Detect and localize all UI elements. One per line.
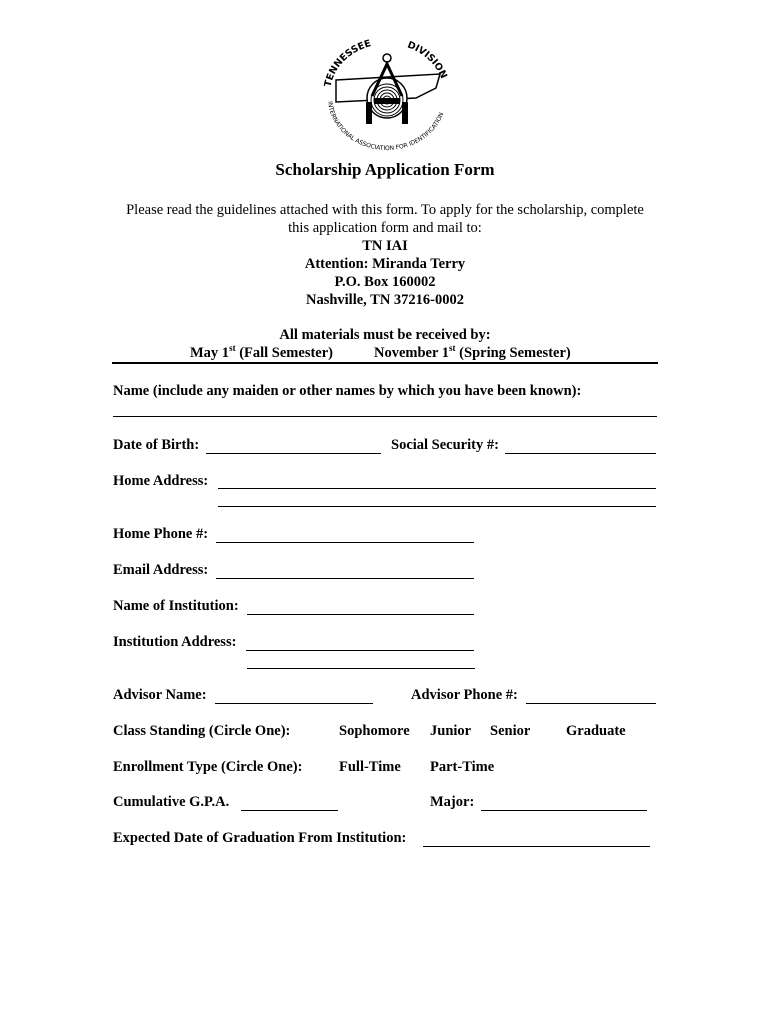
gpa-label: Cumulative G.P.A. [113, 794, 230, 810]
enrollment-option-full-time[interactable]: Full-Time [339, 759, 401, 775]
home-phone-label: Home Phone #: [113, 526, 209, 542]
name-label: Name (include any maiden or other names by which you have been known): [113, 383, 582, 399]
header-divider [112, 362, 658, 364]
class-option-sophomore[interactable]: Sophomore [339, 723, 410, 739]
class-standing-label: Class Standing (Circle One): [113, 723, 291, 739]
gpa-field[interactable] [241, 810, 338, 811]
class-option-graduate[interactable]: Graduate [566, 723, 626, 739]
address-po-box: P.O. Box 160002 [334, 274, 436, 290]
institution-address-field-1[interactable] [246, 650, 474, 651]
class-option-junior[interactable]: Junior [430, 723, 472, 739]
deadline-fall: May 1st (Fall Semester) [190, 343, 333, 361]
intro-line-2: this application form and mail to: [288, 220, 482, 236]
deadline-spring: November 1st (Spring Semester) [374, 343, 571, 361]
deadline-heading: All materials must be received by: [279, 327, 491, 343]
major-field[interactable] [481, 810, 647, 811]
form-title: Scholarship Application Form [275, 160, 495, 179]
address-attention: Attention: Miranda Terry [304, 256, 466, 272]
logo-bottom-text: INTERNATIONAL ASSOCIATION FOR IDENTIFICATION [326, 100, 446, 152]
intro-line-1: Please read the guidelines attached with this form. To apply for the scholarship, complete [126, 202, 644, 218]
logo-top-text: TENNESSEE [322, 38, 373, 88]
advisor-phone-field[interactable] [526, 703, 656, 704]
tn-iai-logo [312, 36, 462, 154]
advisor-name-field[interactable] [215, 703, 373, 704]
class-option-senior[interactable]: Senior [490, 723, 531, 739]
graduation-label: Expected Date of Graduation From Institution: [113, 830, 407, 846]
institution-address-field-2[interactable] [247, 668, 475, 669]
enrollment-type-label: Enrollment Type (Circle One): [113, 759, 303, 775]
logo-top-right-text: DIVISION [405, 39, 449, 81]
name-field[interactable] [113, 416, 657, 417]
enrollment-option-part-time[interactable]: Part-Time [430, 759, 495, 775]
home-address-field-1[interactable] [218, 488, 656, 489]
home-address-field-2[interactable] [218, 506, 656, 507]
institution-address-label: Institution Address: [113, 634, 237, 650]
advisor-phone-label: Advisor Phone #: [411, 687, 518, 703]
email-field[interactable] [216, 578, 474, 579]
ssn-field[interactable] [505, 453, 656, 454]
institution-name-field[interactable] [247, 614, 474, 615]
home-address-label: Home Address: [113, 473, 209, 489]
svg-text:TENNESSEE [323, 38, 373, 88]
dob-label: Date of Birth: [113, 437, 200, 453]
advisor-name-label: Advisor Name: [113, 687, 207, 703]
ssn-label: Social Security #: [391, 437, 499, 453]
address-org: TN IAI [362, 238, 408, 254]
institution-name-label: Name of Institution: [113, 598, 239, 614]
dob-field[interactable] [206, 453, 381, 454]
major-label: Major: [430, 794, 475, 810]
home-phone-field[interactable] [216, 542, 474, 543]
address-city: Nashville, TN 37216-0002 [305, 292, 465, 308]
graduation-field[interactable] [423, 846, 650, 847]
email-label: Email Address: [113, 562, 209, 578]
